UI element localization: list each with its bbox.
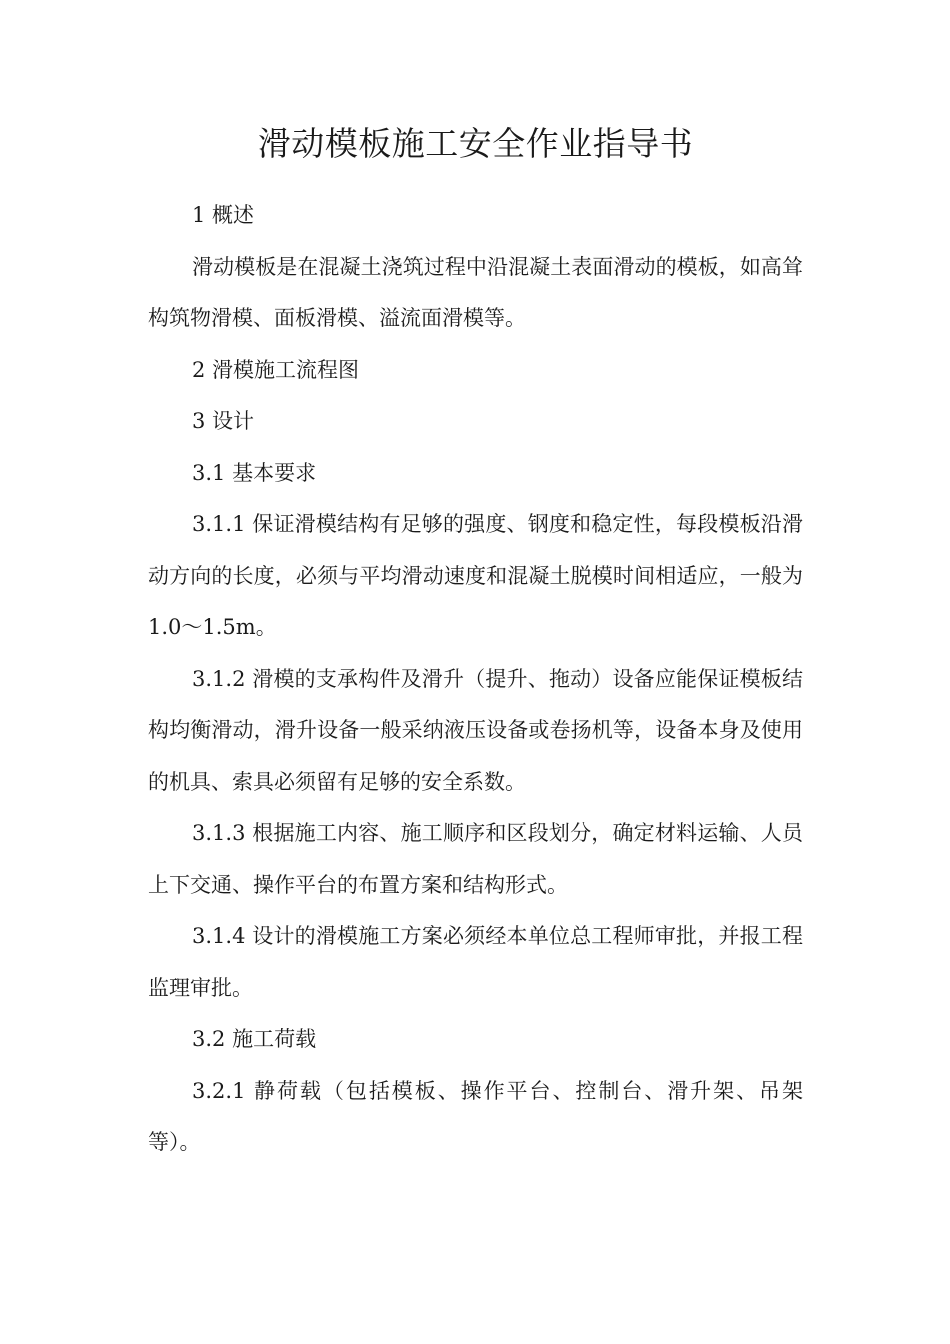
document-title: 滑动模板施工安全作业指导书 — [257, 124, 694, 163]
document-body — [148, 190, 803, 1169]
heading-construction-load: 3.2 施工荷载 — [192, 1027, 317, 1051]
paragraph-definition: 滑动模板是在混凝土浇筑过程中沿混凝土表面滑动的模板，如高耸构筑物滑模、面板滑模、溢流面滑模等。 — [148, 254, 803, 330]
heading-design: 3 设计 — [192, 409, 255, 433]
paragraph-3-1-2: 3.1.2 滑模的支承构件及滑升（提升、拖动）设备应能保证模板结构均衡滑动，滑升设备一般采纳液压设备或卷扬机等，设备本身及使用的机具、索具必须留有足够的安全系数。 — [148, 666, 803, 794]
heading-flowchart: 2 滑模施工流程图 — [192, 357, 360, 382]
heading-basic-requirements: 3.1 基本要求 — [192, 460, 317, 485]
paragraph-3-1-1: 3.1.1 保证滑模结构有足够的强度、钢度和稳定性，每段模板沿滑动方向的长度，必须与平均滑动速度和混凝土脱模时间相适应，一般为 1.0～1.5m。 — [148, 512, 803, 639]
heading-overview: 1 概述 — [192, 203, 255, 227]
paragraph-3-1-4: 3.1.4 设计的滑模施工方案必须经本单位总工程师审批，并报工程监理审批。 — [148, 924, 803, 1000]
paragraph-3-1-3: 3.1.3 根据施工内容、施工顺序和区段划分，确定材料运输、人员上下交通、操作平台的布置方案和结构形式。 — [148, 821, 803, 897]
paragraph-3-2-1: 3.2.1 静荷载（包括模板、操作平台、控制台、滑升架、吊架等）。 — [148, 1078, 803, 1154]
